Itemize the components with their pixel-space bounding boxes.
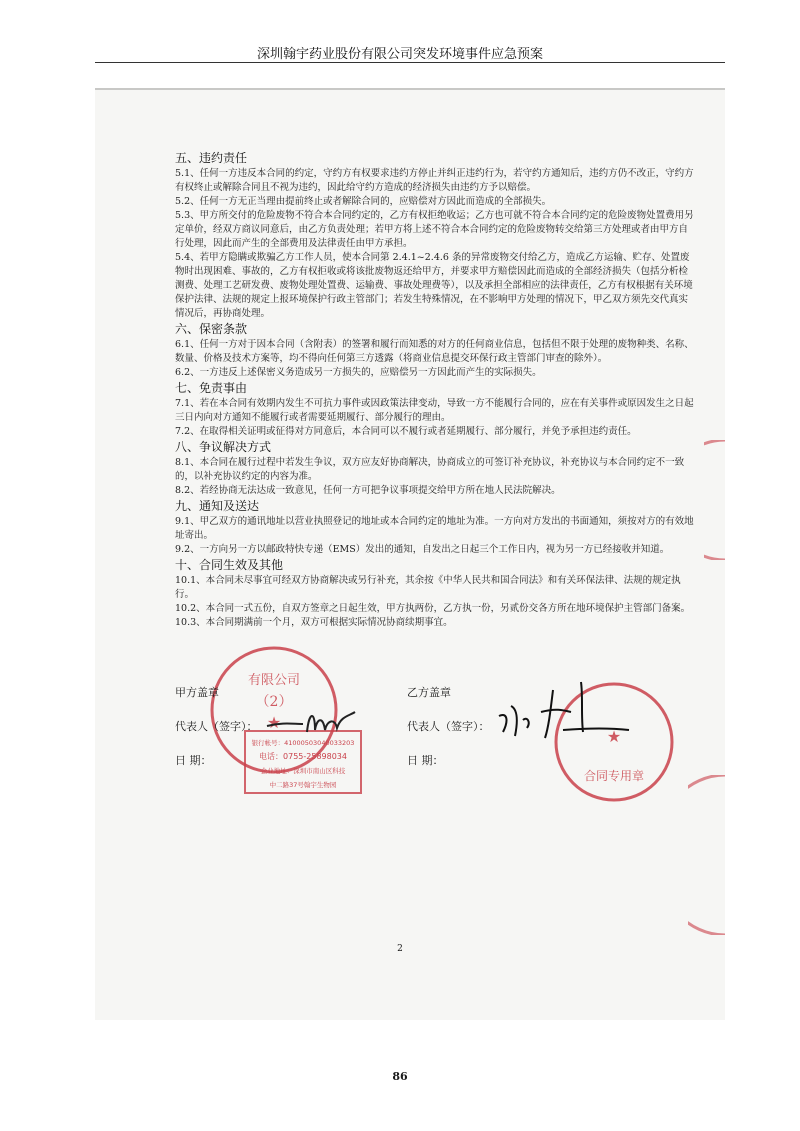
clause: 5.2、任何一方无正当理由提前终止或者解除合同的，应赔偿对方因此而造成的全部损失。 <box>175 196 552 207</box>
star-icon: ★ <box>266 713 282 732</box>
inner-page-number: 2 <box>397 944 403 954</box>
edge-seal-fragment-upper <box>704 440 725 560</box>
stamp-address-2: 中二路37号翰宇生物园 <box>269 781 337 789</box>
seal-number: （2） <box>255 694 293 710</box>
section-heading: 七、免责事由 <box>175 381 248 395</box>
clause: 8.2、若经协商无法达成一致意见，任何一方可把争议事项提交给甲方所在地人民法院解决。 <box>175 485 561 496</box>
section-heading: 十、合同生效及其他 <box>175 558 284 572</box>
clause: 5.1、任何一方违反本合同的约定，守约方有权要求违约方停止并纠正违约行为，若守约方通知后，违约方仍不改正，守约方有权终止或解除合同且不视为违约，因此给守约方造成的经济损失由违约方予以赔偿。 <box>175 168 694 193</box>
clause: 10.1、本合同未尽事宜可经双方协商解决或另行补充，其余按《中华人民共和国合同法》和有关环保法律、法规的规定执行。 <box>175 575 681 600</box>
section-10 <box>175 558 695 630</box>
section-heading: 九、通知及送达 <box>175 499 260 513</box>
party-a-date-label: 日 期： <box>175 754 212 767</box>
contract-body <box>175 150 695 630</box>
clause: 6.2、一方违反上述保密义务造成另一方损失的，应赔偿另一方因此而产生的实际损失。 <box>175 367 542 378</box>
signature-block <box>175 684 695 794</box>
star-icon: ★ <box>606 727 622 746</box>
section-8 <box>175 440 695 498</box>
clause: 10.2、本合同一式五份，自双方签章之日起生效，甲方执两份，乙方执一份，另贰份交各方所在地环境保护主管部门备案。 <box>175 603 691 614</box>
clause: 5.4、若甲方隐瞒或欺骗乙方工作人员，使本合同第 2.4.1~2.4.6 条的异常废物交付给乙方，造成乙方运输、贮存、处置废物时出现困难、事故的，乙方有权拒收或将该批废物返还给甲方，并要求甲方赔偿因此而造成的全部经济损失（包括分析检测费、处理工艺研发费、废物处理处置费、运输费、事故处理费等），以及承担全部相应的法律责任，乙方有权根据有关环境保护法律、法规的规定上报环境保护行政主管部门；若发生特殊情况，在不影响甲方处理的情况下，甲乙双方须先交代真实情况后，再协商处理。 <box>175 252 693 319</box>
party-b-date-label: 日 期： <box>407 754 444 767</box>
seal-company-text: 有限公司 <box>247 673 301 688</box>
stamp-phone: 电话：0755-25898034 <box>259 752 347 761</box>
clause: 7.1、若在本合同有效期内发生不可抗力事件或因政策法律变动，导致一方不能履行合同的，应在有关事件或原因发生之日起三日内向对方通知不能履行或者需要延期履行、部分履行的理由。 <box>175 398 694 423</box>
party-a-seal-label: 甲方盖章 <box>175 686 219 699</box>
section-heading: 八、争议解决方式 <box>175 440 272 454</box>
section-9 <box>175 499 695 557</box>
party-b-rep-label: 代表人（签字）： <box>407 720 490 733</box>
stamp-address: 企业地址：深圳市南山区科技 <box>260 767 346 775</box>
header-rule <box>95 62 725 63</box>
clause: 9.1、甲乙双方的通讯地址以营业执照登记的地址或本合同约定的地址为准。一方向对方发出的书面通知，须按对方的有效地址寄出。 <box>175 516 694 541</box>
footer-page-number: 86 <box>392 1070 408 1083</box>
section-heading: 六、保密条款 <box>175 322 248 336</box>
party-a-rep-label: 代表人（签字）： <box>175 720 258 733</box>
clause: 8.1、本合同在履行过程中若发生争议，双方应友好协商解决，协商成立的可签订补充协议，补充协议与本合同约定不一致的，以补充协议约定的内容为准。 <box>175 457 685 482</box>
clause: 10.3、本合同期满前一个月，双方可根据实际情况协商续期事宜。 <box>175 617 453 628</box>
party-a-signature <box>263 702 363 742</box>
seal-label: 合同专用章 <box>583 769 645 783</box>
party-b-signature <box>493 676 633 746</box>
section-6 <box>175 322 695 380</box>
section-5 <box>175 151 695 321</box>
clause: 9.2、一方向另一方以邮政特快专递（EMS）发出的通知，自发出之日起三个工作日内，视为另一方已经接收并知道。 <box>175 544 670 555</box>
running-header: 深圳翰宇药业股份有限公司突发环境事件应急预案 <box>256 47 543 62</box>
party-b-seal-label: 乙方盖章 <box>407 686 451 699</box>
edge-seal-fragment-lower <box>688 775 725 935</box>
section-7 <box>175 381 695 439</box>
stamp-bank-account: 银行帐号：41000503040033203 <box>251 739 355 747</box>
section-heading: 五、违约责任 <box>175 151 248 165</box>
clause: 7.2、在取得相关证明或征得对方同意后，本合同可以不履行或者延期履行、部分履行，并免予承担违约责任。 <box>175 426 637 437</box>
clause: 6.1、任何一方对于因本合同（含附表）的签署和履行而知悉的对方的任何商业信息，包括但不限于处理的废物种类、名称、数量、价格及技术方案等，均不得向任何第三方透露（将商业信息提交环保行政主管部门审查的除外）。 <box>175 339 694 364</box>
clause: 5.3、甲方所交付的危险废物不符合本合同约定的，乙方有权拒绝收运；乙方也可就不符合本合同约定的危险废物处置费用另定单价，经双方商议同意后，由乙方负责处理；若甲方将上述不符合本合同约定的危险废物转交给第三方处理或者由甲方自行处理，因此而产生的全部费用及法律责任由甲方承担。 <box>175 210 694 249</box>
